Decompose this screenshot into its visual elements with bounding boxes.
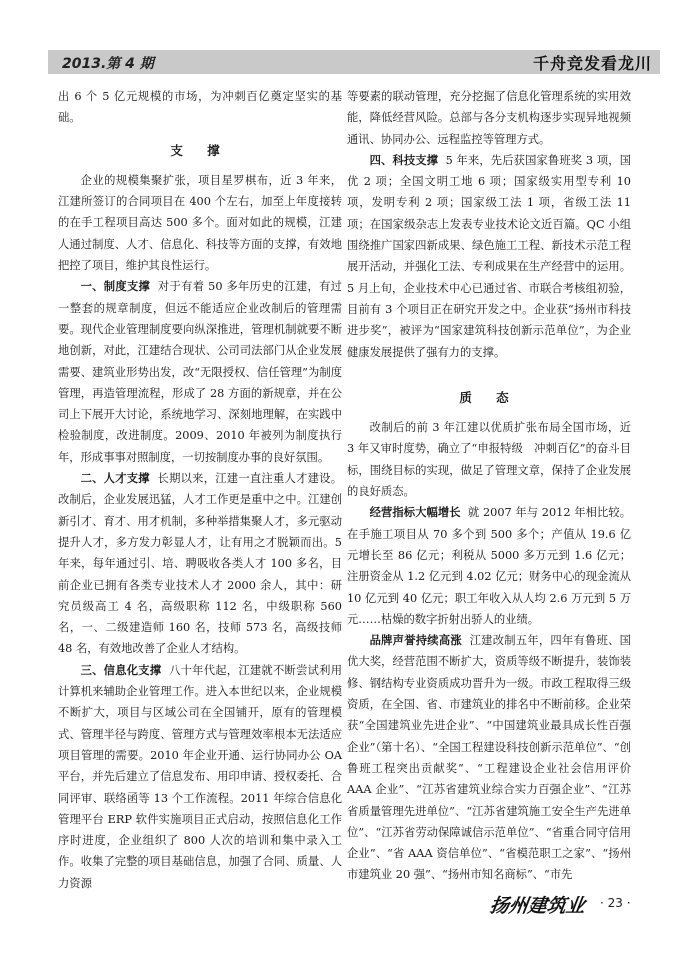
business-growth-paragraph [347, 502, 631, 630]
page-footer [490, 893, 670, 917]
page-number: · 23 · [600, 896, 631, 910]
it-support-body: 八十年代起，江建就不断尝试利用计算机来辅助企业管理工作。进入本世纪以来，企业规模不断扩大，项目与区域公司在全国铺开，原有的管理模式、管理半径与跨度、管理方式与管理效率根本无法适应项目管理的需要。2010 年企业开通、运行协同办公 OA 平台，并先后建立了信息发布、用印申请、授权委托、合同评审、联络函等 13 个工作流程。2011 年综合信息化管理平台 ERP 软件实施项目正式启动，按照信息化工作序时进度，企业组织了 800 人次的培训和集中录入工作。收集了完整的项目基础信息，加强了合同、质量、人力资源 [58, 663, 342, 890]
it-support-title: 三、信息化支撑 [80, 663, 162, 677]
brand-reputation-body: 江建改制五年，四年有鲁班、国优大奖，经营范围不断扩大，资质等级不断提升，装饰装修、钢结构专业资质成功晋升为一级。市政工程取得三级资质，在全国、省、市建筑业的排名中不断前移。企业荣获“全国建筑业先进企业”、“中国建筑业最具成长性百强企业”（第十名）、“全国工程建设科技创新示范单位”、“创鲁班工程突出贡献奖”、“工程建设企业社会信用评价 AAA 企业”、“江苏省建筑业综合实力百强企业”、“江苏省质量管理先进单位”、“江苏省建筑施工安全生产先进单位”、“江苏省劳动保障诚信示范单位”、“省重合同守信用企业”、“省 AAA 资信单位”、“省模范职工之家”、“扬州市建筑业 20 强”、“扬州市知名商标”、“市先 [347, 634, 631, 882]
talent-support-paragraph [58, 468, 342, 660]
business-growth-title: 经营指标大幅增长 [369, 506, 461, 520]
talent-support-title: 二、人才支撑 [80, 472, 150, 486]
talent-support-body: 长期以来，江建一直注重人才建设。改制后，企业发展迅猛，人才工作更是重中之中。江建创新引才、育才、用才机制，多种举措集聚人才，多元驱动提升人才，多方发力彰显人才，让有用之才脱颖而出。5 年来，每年通过引、培、聘吸收各类人才 100 多名，目前企业已拥有各类专业技术人才 2000 余人，其中：研究员级高工 4 名，高级职称 112 名，中级职称 560 名，一、二级建造师 160 名，技师 573 名，高级技师 48 名，有效地改善了企业人才结构。 [58, 472, 342, 656]
tech-support-title: 四、科技支撑 [369, 153, 439, 167]
section-heading-support: 支 撑 [170, 142, 230, 158]
system-support-paragraph [58, 276, 342, 468]
issue-label: 2013.第 4 期 [62, 56, 154, 72]
it-support-continued: 等要素的联动管理，充分挖掘了信息化管理系统的实用效能，降低经营风险。总部与各分支机构逐步实现异地视频通讯、协同办公、远程监控等管理方式。 [347, 90, 631, 146]
business-growth-body: 就 2007 年与 2012 年相比较。在手施工项目从 70 多个到 500 多个；产值从 19.6 亿元增长至 86 亿元；利税从 5000 多万元到 1.6 亿元；注册资金从 1.2 亿元到 4.02 亿元；财务中心的现金流从 10 亿元到 40 亿元；职工年收入从人均 2.6 万元到 5 万元……枯燥的数字折射出骄人的业绩。 [347, 506, 631, 626]
it-support-paragraph [58, 660, 342, 894]
system-support-title: 一、制度支撑 [80, 280, 151, 294]
support-intro-paragraph: 企业的规模集聚扩张，项目星罗棋布，近 3 年来，江建所签订的合同项目在 400 个左右，加至上年度接转的在手工程项目高达 500 多个。面对如此的规模，江建人通过制度、人才、信息化、科技等方面的支撑，有效地把控了项目，维护其良性运行。 [58, 173, 342, 273]
page-header [48, 50, 660, 74]
intro-paragraph: 出 6 个 5 亿元规模的市场，为冲刺百亿奠定坚实的基础。 [58, 90, 342, 125]
system-support-body: 对于有着 50 多年历史的江建，有过一整套的规章制度，但远不能适应企业改制后的管理需要。现代企业管理制度要向纵深推进，管理机制就要不断地创新，对此，江建结合现状、公司司法部门从企业发展需要、建筑业形势出发，改“无限授权、信任管理”为制度管理，再造管理流程，形成了 28 方面的新规章，并在公司上下展开大讨论，系统地学习、深刻地理解，在实践中检验制度，改进制度。2009、2010 年被列为制度执行年，形成事事对照制度，一切按制度办事的良好氛围。 [58, 280, 342, 464]
brand-reputation-title: 品牌声誉持续高涨 [369, 634, 462, 648]
tech-support-paragraph [347, 150, 631, 363]
column-title: 千舟竞发看龙川 [532, 54, 652, 73]
tech-support-body: 5 年来，先后获国家鲁班奖 3 项，国优 2 项；全国文明工地 6 项；国家级实用型专利 10 项，发明专利 2 项；国家级工法 1 项，省级工法 11 项；在国家级杂志上发表专业技术论文近百篇。QC 小组围绕推广国家四新成果、绿色施工工程、新技术示范工程展开活动，并强化工法、专利成果在生产经营中的运用。5 月上旬，企业技术中心已通过省、市联合考核组初验，目前有 3 个项目正在研究开发之中。企业获“扬州市科技进步奖”，被评为“国家建筑科技创新示范单位”，为企业健康发展提供了强有力的支撑。 [347, 153, 631, 359]
magazine-logo: 扬州建筑业 [488, 895, 587, 917]
left-column [58, 86, 342, 894]
brand-reputation-paragraph [347, 630, 631, 886]
section-heading-quality: 质 态 [459, 389, 519, 405]
right-column [347, 86, 631, 886]
quality-intro-paragraph: 改制后的前 3 年江建以优质扩张布局全国市场，近 3 年又审时度势，确立了“申报特级 冲刺百亿”的奋斗目标，围绕目标的实现，做足了管理文章，保持了企业发展的良好质态。 [347, 421, 631, 499]
